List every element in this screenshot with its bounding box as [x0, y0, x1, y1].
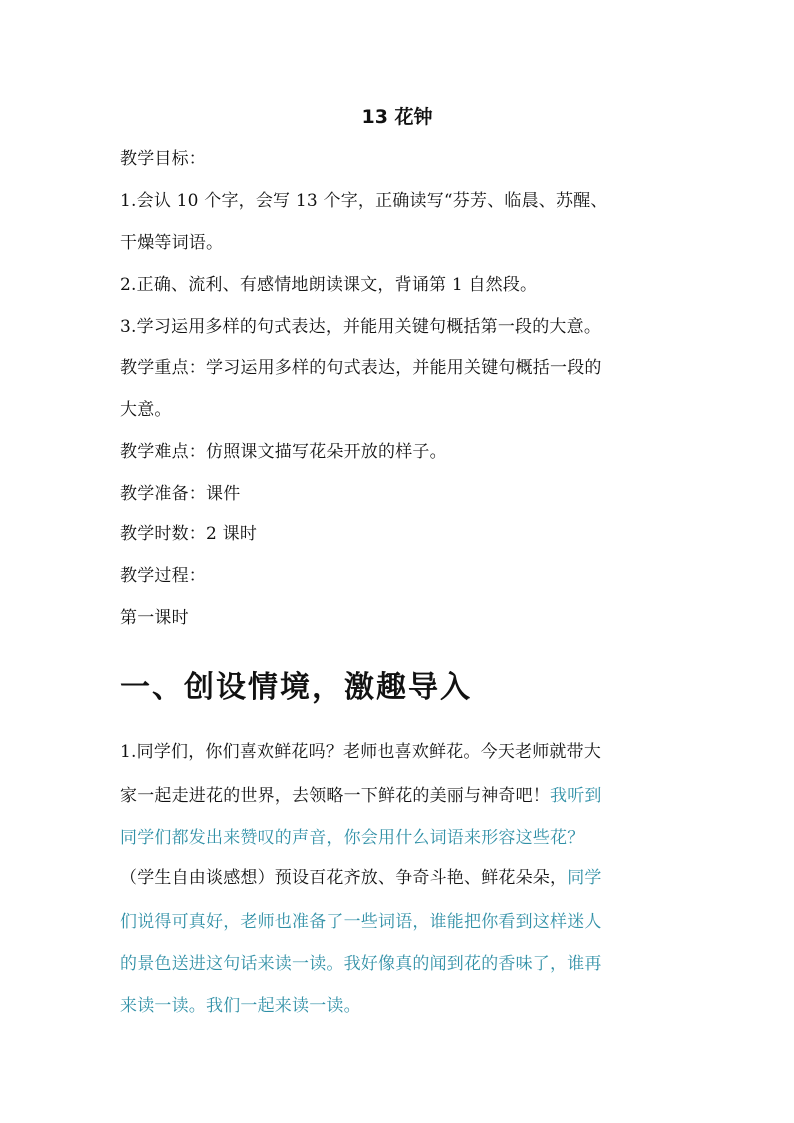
class-hours: 教学时数：2 课时: [120, 524, 258, 544]
first-lesson-label: 第一课时: [120, 608, 189, 628]
para-line-7: 来读一读。我们一起来读一读。: [120, 996, 361, 1016]
para-line-4: [120, 866, 602, 890]
section-heading: 一、创设情境，激趣导入: [120, 670, 472, 705]
para-line-4-teal: 同学: [567, 868, 602, 888]
para-line-2: [120, 784, 602, 808]
para-line-2-black: 家一起走进花的世界，去领略一下鲜花的美丽与神奇吧！: [120, 786, 550, 806]
para-line-3: 同学们都发出来赞叹的声音，你会用什么词语来形容这些花？: [120, 828, 585, 848]
process-label: 教学过程：: [120, 566, 206, 586]
para-line-1: 1.同学们，你们喜欢鲜花吗？老师也喜欢鲜花。今天老师就带大: [120, 742, 602, 762]
key-point-line-1: 教学重点：学习运用多样的句式表达，并能用关键句概括一段的: [120, 358, 602, 378]
goal-3: 3.学习运用多样的句式表达，并能用关键句概括第一段的大意。: [120, 317, 602, 337]
para-line-2-teal: 我听到: [550, 786, 602, 806]
difficult-point: 教学难点：仿照课文描写花朵开放的样子。: [120, 442, 447, 462]
goal-1-line-2: 干燥等词语。: [120, 233, 224, 253]
para-line-6: 的景色送进这句话来读一读。我好像真的闻到花的香味了，谁再: [120, 954, 602, 974]
lesson-title: 13 花钟: [361, 106, 433, 128]
preparation: 教学准备：课件: [120, 484, 241, 504]
goal-2: 2.正确、流利、有感情地朗读课文，背诵第 1 自然段。: [120, 275, 538, 295]
para-line-4-black: （学生自由谈感想）预设百花齐放、争奇斗艳、鲜花朵朵，: [120, 868, 568, 888]
key-point-line-2: 大意。: [120, 400, 172, 420]
teaching-goals-label: 教学目标：: [120, 149, 206, 169]
goal-1-line-1: 1.会认 10 个字，会写 13 个字，正确读写“芬芳、临晨、苏醒、: [120, 191, 608, 211]
para-line-5: 们说得可真好，老师也准备了一些词语，谁能把你看到这样迷人: [120, 912, 602, 932]
